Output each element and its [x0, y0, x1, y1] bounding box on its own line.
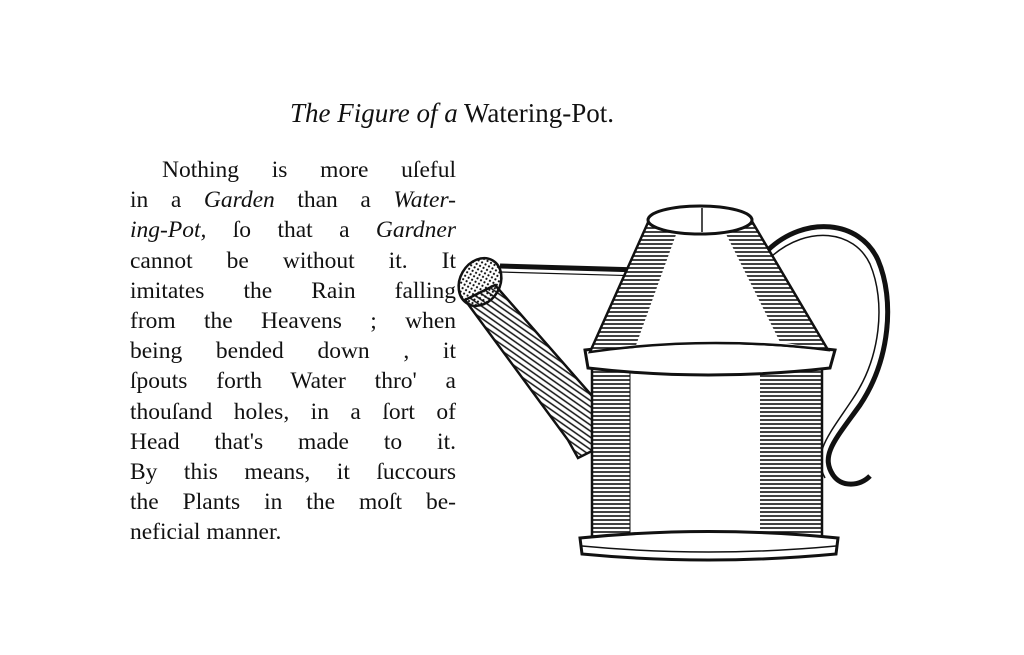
watering-pot-illustration	[450, 190, 920, 580]
base-rim	[580, 532, 838, 561]
text-line: cannot be without it. It	[130, 247, 456, 274]
text-line: ing-Pot, ſo that a Gardner	[130, 217, 456, 244]
text-line: thouſand holes, in a ſort of	[130, 398, 456, 425]
page-title	[290, 96, 670, 130]
text-line: being bended down , it	[130, 338, 456, 365]
text-line: Head that's made to it.	[130, 428, 456, 455]
text-line: Nothing is more uſeful	[162, 157, 456, 183]
text-line: imitates the Rain falling	[130, 277, 456, 304]
text-line: ſpouts forth Water thro' a	[130, 368, 456, 395]
text-line: neficial manner.	[130, 519, 282, 546]
top-opening	[648, 206, 752, 234]
title-roman: Watering-Pot.	[464, 98, 615, 128]
text-line: the Plants in the moſt be-	[130, 489, 456, 516]
brace-rod	[500, 266, 640, 270]
title-italic: The Figure of a	[290, 98, 458, 128]
text-line: from the Heavens ; when	[130, 307, 456, 334]
text-line: By this means, it ſuccours	[130, 458, 456, 485]
description-paragraph	[130, 155, 456, 547]
spout	[465, 285, 600, 458]
text-line: in a Garden than a Water-	[130, 187, 456, 214]
